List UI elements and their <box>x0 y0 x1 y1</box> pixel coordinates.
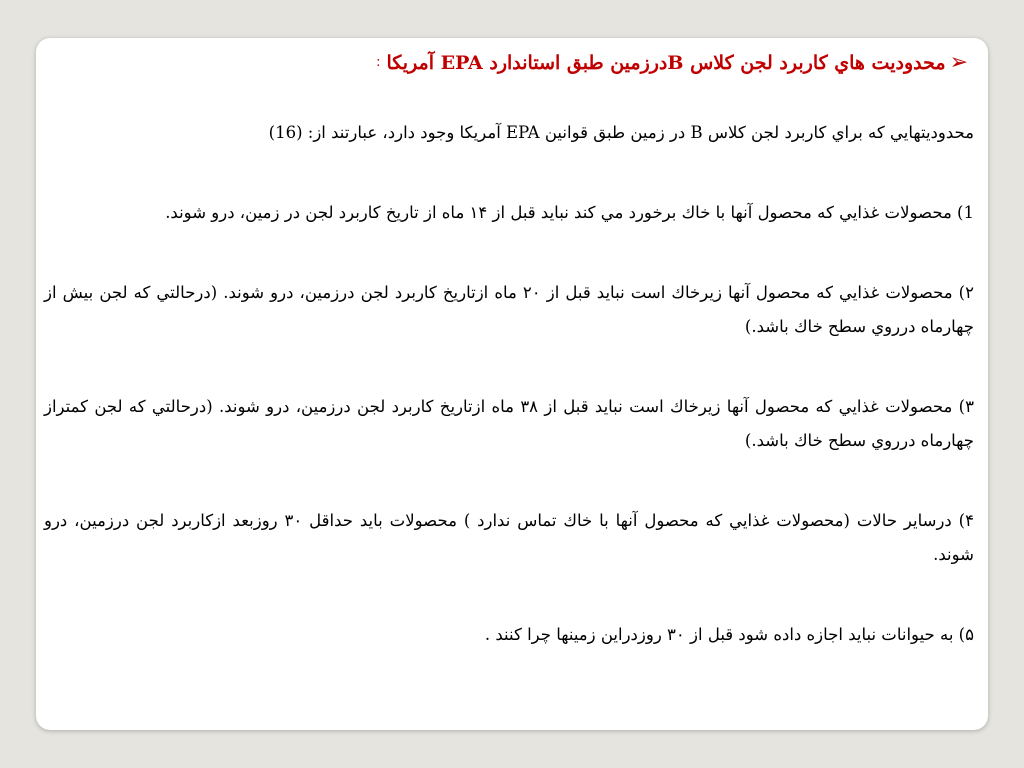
intro-paragraph: محدوديتهايي كه براي كاربرد لجن كلاس B در زمين طبق قوانين EPA آمريكا وجود دارد، عبارتند از: (16) <box>268 123 974 142</box>
list-item: ۴) درساير حالات (محصولات غذايي كه محصول آنها با خاك تماس ندارد ) محصولات بايد حداقل ۳۰ روزبعد ازكاربرد لجن درزمين، درو شوند. <box>44 511 974 564</box>
list-item: ۳) محصولات غذايي كه محصول آنها زيرخاك است نبايد قبل از ۳۸ ماه ازتاريخ كاربرد لجن درزمين، درو شوند. (درحالتي كه لجن كمتراز چهارماه درروي سطح خاك باشد.) <box>44 397 974 450</box>
slide-panel <box>36 38 988 730</box>
list-item: ۲) محصولات غذايي كه محصول آنها زيرخاك است نبايد قبل از ۲۰ ماه ازتاريخ كاربرد لجن درزمين، درو شوند. (درحالتي كه لجن بيش از چهارماه درروي سطح خاك باشد.) <box>44 283 974 336</box>
slide-title-row <box>376 50 968 75</box>
list-item: 1) محصولات غذايي كه محصول آنها با خاك برخورد مي كند نبايد قبل از ۱۴ ماه از تاريخ كاربرد لجن در زمين، درو شوند. <box>165 203 974 222</box>
slide-title: محدوديت هاي كاربرد لجن كلاس Bدرزمين طبق استاندارد EPA آمريكا <box>386 51 946 74</box>
arrow-bullet-icon: ➢ <box>949 50 968 75</box>
list-item: ۵) به حيوانات نبايد اجازه داده شود قبل از ۳۰ روزدراين زمينها چرا كنند . <box>484 625 974 644</box>
slide-body <box>44 116 974 652</box>
slide-title-colon: : <box>376 55 381 70</box>
